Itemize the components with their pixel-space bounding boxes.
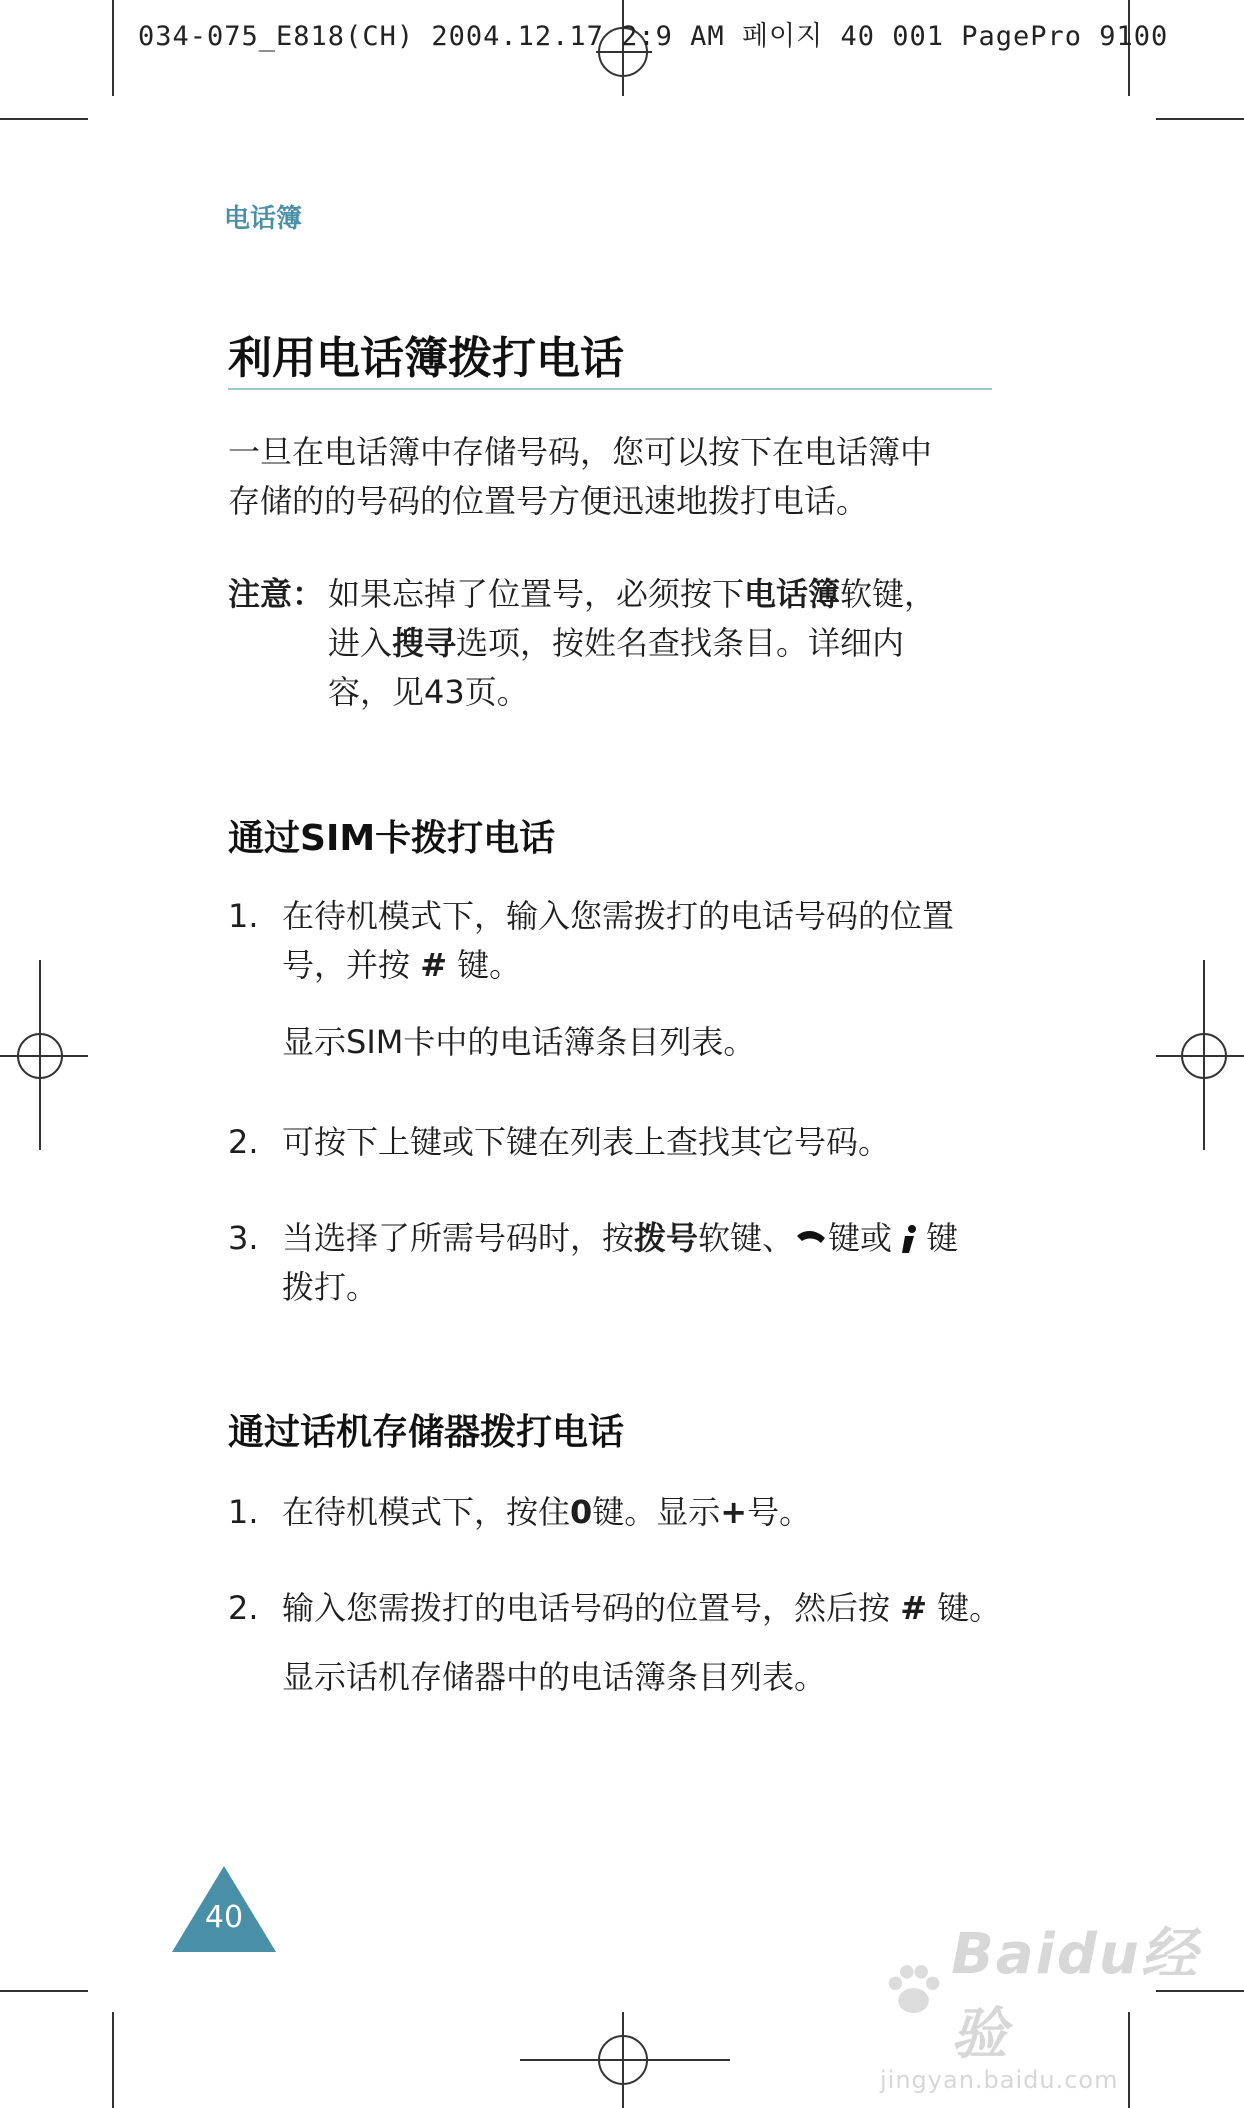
intro-paragraph — [228, 428, 932, 526]
phonebook-softkey-label: 电话簿 — [744, 575, 841, 613]
plus-sign-label: + — [720, 1493, 748, 1531]
sim-step-1: 1. 在待机模式下，输入您需拨打的电话号码的位置 号，并按 # 键。 显示SIM卡中的电话簿条目列表。 — [228, 892, 1028, 1067]
crop-mark — [0, 118, 88, 120]
crop-mark — [0, 1990, 88, 1992]
phone-step-2: 2. 输入您需拨打的电话号码的位置号，然后按 # 键。 显示话机存储器中的电话簿条目列表。 — [228, 1584, 1028, 1702]
paw-icon — [880, 1955, 947, 2025]
page-title: 利用电话簿拨打电话 — [228, 333, 624, 384]
hash-key-label: # — [420, 946, 447, 984]
note-line: 进入搜寻选项，按姓名查找条目。详细内 — [328, 624, 905, 662]
step-result: 显示话机存储器中的电话簿条目列表。 — [282, 1658, 827, 1696]
note-line: 如果忘掉了位置号，必须按下电话簿软键， — [328, 575, 937, 613]
send-key-icon — [794, 1227, 828, 1253]
note-line: 容，见43页。 — [328, 673, 529, 711]
hash-key-label: # — [900, 1589, 927, 1627]
sim-step-3: 3. 当选择了所需号码时，按拨号软键、 键或 键 拨打。 — [228, 1214, 1028, 1312]
sim-section-heading: 通过SIM卡拨打电话 — [228, 818, 556, 859]
registration-mark — [1154, 960, 1244, 1160]
phone-section-heading: 通过话机存储器拨打电话 — [228, 1412, 625, 1453]
sim-step-2: 2. 可按下上键或下键在列表上查找其它号码。 — [228, 1118, 890, 1167]
step-number: 3. — [228, 1219, 259, 1257]
registration-mark — [0, 960, 90, 1160]
step-result: 显示SIM卡中的电话簿条目列表。 — [282, 1023, 756, 1061]
step-number: 1. — [228, 897, 259, 935]
print-slug: 034-075_E818(CH) 2004.12.17 2:9 AM 페이지 40 001 PagePro 9100 — [138, 21, 1169, 52]
title-rule — [228, 388, 992, 390]
crop-mark — [112, 2012, 114, 2108]
baidu-watermark: Baidu经验 jingyan.baidu.com — [880, 1922, 1199, 2094]
crop-mark — [112, 0, 114, 96]
crop-mark — [1156, 118, 1244, 120]
note-block — [228, 570, 988, 717]
phone-step-1: 1. 在待机模式下，按住0键。显示+号。 — [228, 1488, 811, 1537]
intro-line: 一旦在电话簿中存储号码，您可以按下在电话簿中 — [228, 433, 933, 471]
step-number: 2. — [228, 1123, 259, 1161]
note-label: 注意： — [228, 575, 325, 613]
registration-mark — [520, 2012, 730, 2108]
dial-softkey-label: 拨号 — [634, 1219, 699, 1257]
section-tag: 电话簿 — [224, 204, 303, 234]
search-option-label: 搜寻 — [392, 624, 457, 662]
step-number: 1. — [228, 1493, 259, 1531]
intro-line: 存储的的号码的位置号方便迅速地拨打电话。 — [228, 482, 869, 520]
step-number: 2. — [228, 1589, 259, 1627]
info-key-icon — [892, 1223, 926, 1257]
page-number: 40 — [204, 1900, 244, 1935]
zero-key-label: 0 — [570, 1493, 593, 1531]
